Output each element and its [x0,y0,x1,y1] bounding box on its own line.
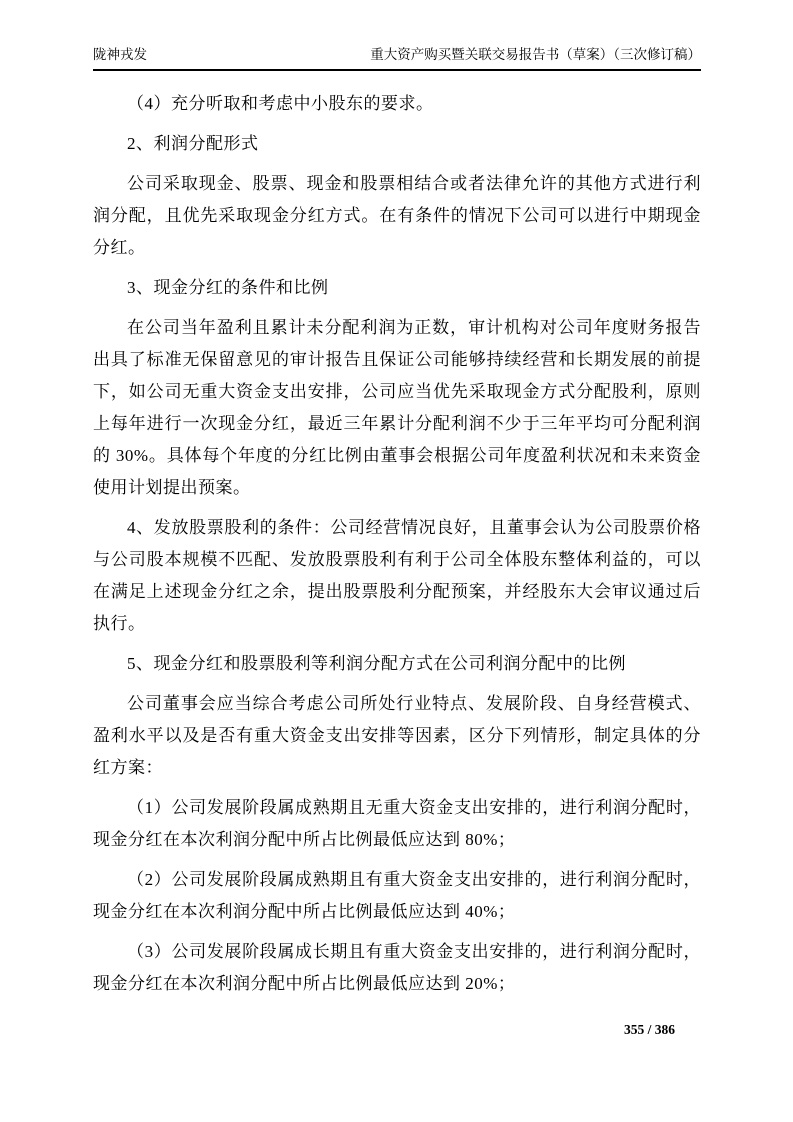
header-company-name: 陇神戎发 [93,47,147,62]
item-1-mature-no-major-expenditure: （1）公司发展阶段属成熟期且无重大资金支出安排的，进行利润分配时，现金分红在本次利润分配中所占比例最低应达到 80%； [93,798,701,849]
document-content [93,88,701,1000]
para-board-considerations: 公司董事会应当综合考虑公司所处行业特点、发展阶段、自身经营模式、盈利水平以及是否有重大资金支出安排等因素，区分下列情形，制定具体的分红方案： [93,694,701,777]
item-2-mature-with-major-expenditure: （2）公司发展阶段属成熟期且有重大资金支出安排的，进行利润分配时，现金分红在本次利润分配中所占比例最低应达到 40%； [93,870,701,921]
heading-2-profit-distribution-form: 2、利润分配形式 [127,134,259,153]
page-footer [624,1022,675,1038]
item-3-growth-with-major-expenditure: （3）公司发展阶段属成长期且有重大资金支出安排的，进行利润分配时，现金分红在本次利润分配中所占比例最低应达到 20%； [93,942,701,993]
item-4-minority-shareholders: （4）充分听取和考虑中小股东的要求。 [127,94,434,113]
header-document-title: 重大资产购买暨关联交易报告书（草案）（三次修订稿） [370,47,701,62]
page-number: 355 / 386 [623,1022,675,1037]
para-4-stock-dividend-conditions: 4、发放股票股利的条件：公司经营情况良好，且董事会认为公司股票价格与公司股本规模不匹配、发放股票股利有利于公司全体股东整体利益的，可以在满足上述现金分红之余，提出股票股利分配预案，并经股东大会审议通过后执行。 [93,518,701,633]
heading-3-cash-dividend-conditions: 3、现金分红的条件和比例 [127,278,329,297]
para-distribution-methods: 公司采取现金、股票、现金和股票相结合或者法律允许的其他方式进行利润分配，且优先采取现金分红方式。在有条件的情况下公司可以进行中期现金分红。 [93,174,701,257]
heading-5-distribution-ratio: 5、现金分红和股票股利等利润分配方式在公司利润分配中的比例 [127,654,626,673]
page-header [93,46,701,71]
para-cash-dividend-conditions: 在公司当年盈利且累计未分配利润为正数，审计机构对公司年度财务报告出具了标准无保留意见的审计报告且保证公司能够持续经营和长期发展的前提下，如公司无重大资金支出安排，公司应当优先采取现金方式分配股利，原则上每年进行一次现金分红，最近三年累计分配利润不少于三年平均可分配利润的 30%。具体每个年度的分红比例由董事会根据公司年度盈利状况和未来资金使用计划提出预案。 [93,318,701,497]
